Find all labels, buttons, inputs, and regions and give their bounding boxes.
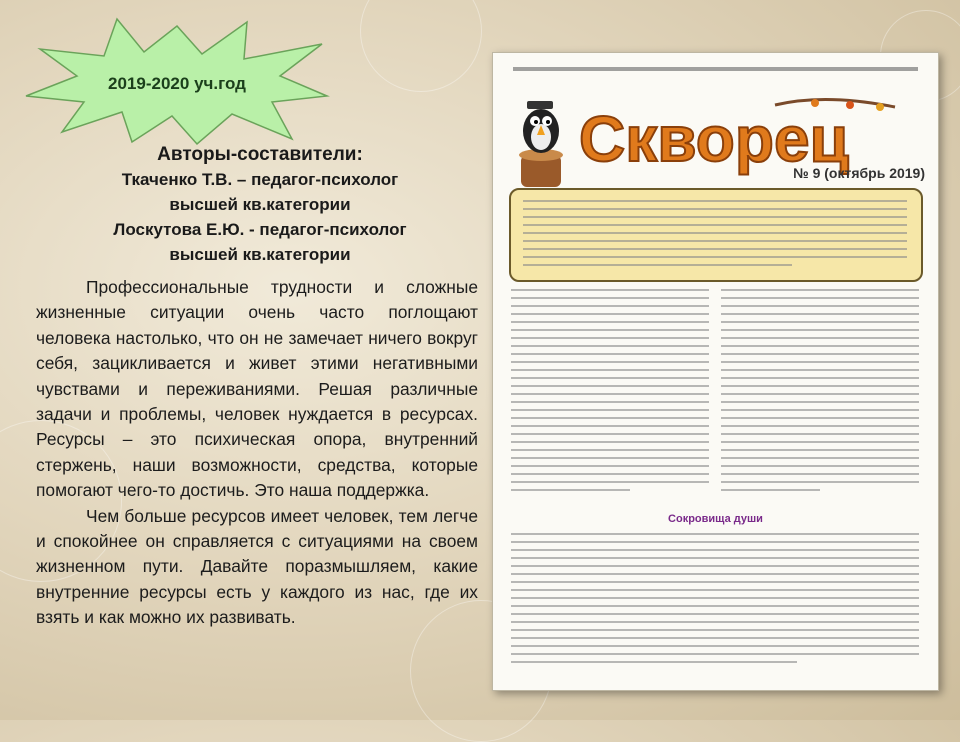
authors-title: Авторы-составители: — [157, 144, 363, 165]
paragraph: Профессиональные трудности и сложные жизненные ситуации очень часто поглощают человека настолько, что он не замечает ничего вокруг себя, зацикливается и живет этими негативными чувствами и переживаниями. Решая различные задачи и проблемы, человек нуждается в ресурсах. Ресурсы – это психическая опора, внутренний стержень, наши возможности, средства, которые помогают чего-то достичь. Это наша поддержка. — [36, 277, 478, 501]
newspaper-preview — [492, 52, 939, 691]
author-line: высшей кв.категории — [169, 195, 351, 214]
newspaper-logo-text: Скворец — [579, 103, 849, 175]
author-line: высшей кв.категории — [169, 245, 351, 264]
article-column-right — [721, 289, 919, 497]
school-year-label: 2019-2020 уч.год — [108, 74, 246, 93]
body-text — [36, 275, 478, 631]
issue-label: № 9 (октябрь 2019) — [793, 165, 925, 181]
starling-mascot-icon — [507, 83, 577, 193]
intro-box — [509, 188, 923, 282]
newspaper-header-strip — [513, 67, 918, 73]
author-line: Ткаченко Т.В. – педагог-психолог — [121, 170, 399, 189]
article-column-left — [511, 289, 709, 497]
background-swirl — [360, 0, 482, 92]
section-heading: Сокровища души — [668, 513, 763, 525]
paragraph: Чем больше ресурсов имеет человек, тем легче и спокойнее он справляется с ситуациями на своем жизненном пути. Давайте поразмышляем, какие внутренние ресурсы есть у каждого из нас, где их взять и как можно их развивать. — [36, 505, 478, 628]
year-badge — [22, 14, 332, 149]
authors-block — [40, 142, 480, 267]
article-bottom-text — [511, 533, 919, 669]
author-line: Лоскутова Е.Ю. - педагог-психолог — [113, 220, 407, 239]
